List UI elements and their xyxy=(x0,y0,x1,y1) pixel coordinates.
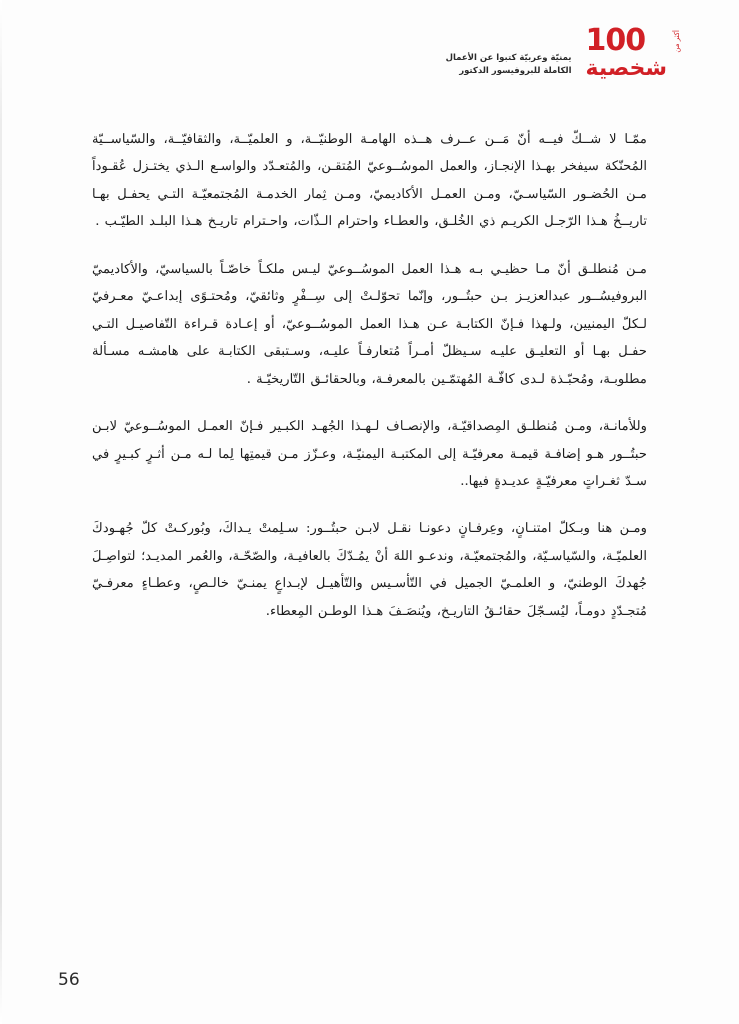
series-logo xyxy=(585,23,682,81)
header-subtitle xyxy=(446,52,572,78)
logo-side-text: أكثر من xyxy=(673,30,681,53)
paragraph: ومـن هنا وبـكلّ امتنـانٍ، وعِرفـانٍ دعونـا نقـل لابـن حبتُــور: سـلِمتْ يـداكَ، وبُوركـتْ كلّ جُهـودكَ العلميّـة، والسّياسـيّة، والمُجتمعيّـة، وندعـو اللهَ أنْ يمُـدّكَ بالعافيـة، والصّحّـة، والعُمر المديـد؛ لتواصِـلَ جُهدكَ الوطنيّ، و العلمـيّ الجميل في التّأسـيس والتّأهيـل لإبـداعٍ يمنـيّ خالـصٍ، وعطـاءٍ معرفـيّ مُتجـدّدٍ دومـاً، ليُسـجّلَ حقائـقُ التاريـخ، ويُنصَـفَ هـذا الوطـن المِعطاء. xyxy=(92,521,647,619)
page-number: 56 xyxy=(58,970,80,990)
header-subtitle-line-2: الكاملة للبروفيسور الدكتور xyxy=(459,66,572,77)
header-subtitle-line-1: يمنيّة وعربيّة كتبوا عن الأعمال xyxy=(445,53,572,63)
logo-number: 100 xyxy=(585,23,646,58)
paragraph: وللأمانـة، ومـن مُنطلـق المِصداقيّـة، والإنصـاف لـهـذا الجُهـد الكبـير فـإنّ العمـل الموسُــوعيّ لابـن حبتُــور هـو إضافـة قيمـة معرفيّـة إلى المكتبـة اليمنيّـة، وعـزّز مـن قيمتِها لِما لـه مـن أثـرٍ كبـيرٍ في سـدّ ثغـراتٍ معرفيّـةٍ عديـدةٍ فيها.. xyxy=(92,419,647,489)
paragraph: مـن مُنطلـق أنّ مـا حظيـي بـه هـذا العمل الموسُــوعيّ ليـس ملكـاً خاصّـاً بالسياسيّ، والأكاديميّ البروفيسُــور عبدالعزيـز بـن حبتُــور، وإنّما تحوّلـتْ إلى سِــفْرٍ وثائقيّ، ومُحتـوًى إبداعـيّ معـرفيّ لـكلّ اليمنيين، ولـهذا فـإنّ الكتابـة عـن هـذا العمل الموسُــوعيّ، أو إعـادة قـراءة التّفاصيـل التـي حفـل بهـا أو التعليـق عليـه سـيظلّ أمـراً مُتعارفـاً عليـه، وسـتبقى الكتابـة على هامشـه مسـألة مطلوبـة، ومُحبّـذة لـدى كافّـة المُهتمّـين بالمعرفـة، وبالحقائـق التّاريخيّـة . xyxy=(92,261,647,387)
page-body xyxy=(92,126,647,625)
logo-word: شخصية xyxy=(585,56,667,81)
logo-text-stack xyxy=(585,23,668,81)
page-header xyxy=(58,23,681,98)
paragraph: ممّـا لا شــكّ فيــه أنّ مَــن عــرف هــذه الهامـة الوطنيّــة، و العلميّــة، والثقافيّــة، والسّياســيّة المُحنّكة سيفخر بهـذا الإنجـاز، والعمل الموسُــوعيّ المُتقـن، والمُتعـدّد والواسـع الـذي يختـزل عُقـوداً مـن الحُضـور السّياسـيّ، ومـن العمـل الأكاديميّ، ومـن ثِمار الخدمـة المُجتمعيّـة التـي يحفـل بهـا تاريــخُ هـذا الرّجـل الكريـم ذي الخُلـق، والعطـاء واحترام الـذّات، واحـترام تاريـخ هـذا البلـد الطيّـب . xyxy=(92,132,647,230)
page-edge-shadow xyxy=(0,0,2,1024)
